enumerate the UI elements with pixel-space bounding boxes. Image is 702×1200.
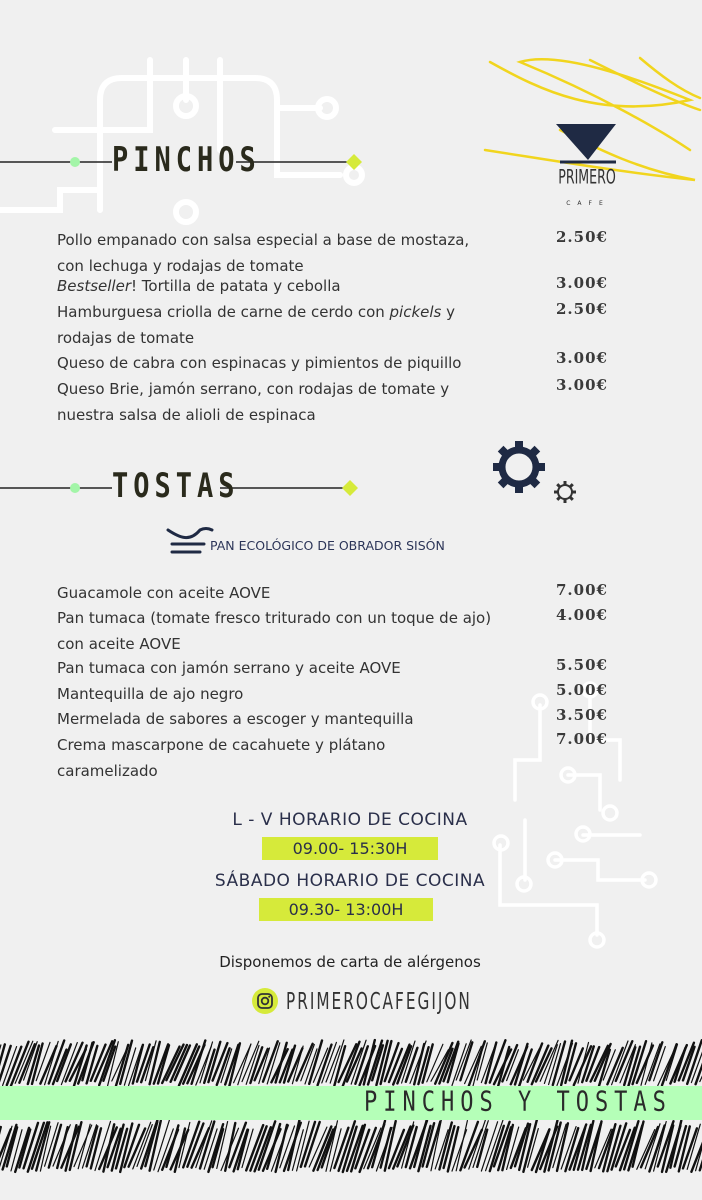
menu-item: [57, 682, 507, 708]
menu-item-price: 3.00€: [556, 349, 608, 367]
brand-name: PRIMERO: [558, 166, 616, 190]
menu-item-line: nuestra salsa de alioli de espinaca: [57, 405, 316, 424]
menu-item: [57, 656, 507, 682]
menu-item-line: Queso Brie, jamón serrano, con rodajas de tomate y: [57, 380, 450, 398]
menu-item: [57, 274, 507, 300]
menu-item-line: Pollo empanado con salsa especial a base de mostaza,: [57, 231, 470, 249]
section-title-pinchos: PINCHOS: [112, 141, 261, 180]
gear-icon: [493, 441, 545, 493]
allergen-note: Disponemos de carta de alérgenos: [219, 953, 481, 971]
menu-item-price: 3.00€: [556, 376, 608, 394]
footer-label: PINCHOS Y TOSTAS: [364, 1086, 672, 1119]
menu-item-line: Crema mascarpone de cacahuete y plátano: [57, 736, 386, 754]
hatch-stroke: [82, 1043, 92, 1081]
menu-item-price: 2.50€: [556, 228, 608, 246]
menu-item-line: rodajas de tomate: [57, 328, 195, 347]
section-title-tostas: TOSTAS: [112, 467, 240, 506]
menu-item: [57, 581, 507, 607]
hatch-stroke: [641, 1127, 658, 1167]
bakery-note: PAN ECOLÓGICO DE OBRADOR SISÓN: [210, 538, 445, 553]
menu-item-price: 4.00€: [556, 606, 608, 624]
saturday-hours-title: SÁBADO HORARIO DE COCINA: [214, 871, 486, 891]
hatch-stroke: [15, 1128, 29, 1172]
menu-item-price: 7.00€: [556, 581, 608, 599]
menu-item-italic: pickels: [389, 303, 442, 321]
bird-icon: [168, 529, 212, 553]
menu-item: [57, 733, 507, 784]
menu-item: [57, 351, 507, 377]
menu-item-line: con lechuga y rodajas de tomate: [57, 256, 304, 275]
menu-item-line: ! Tortilla de patata y cebolla: [131, 277, 341, 295]
menu-item-price: 5.50€: [556, 656, 608, 674]
menu-item-line: Queso de cabra con espinacas y pimientos de piquillo: [57, 354, 462, 372]
hatch-stroke: [19, 1044, 34, 1083]
logo-mark: [556, 124, 616, 162]
menu-item: [57, 707, 507, 733]
hatch-stroke: [490, 1126, 504, 1171]
menu-item-price: 2.50€: [556, 300, 608, 318]
weekday-hours-title: L - V HORARIO DE COCINA: [232, 810, 468, 830]
instagram-icon: [252, 988, 278, 1014]
menu-item-line: Mantequilla de ajo negro: [57, 685, 244, 703]
menu-item-price: 5.00€: [556, 681, 608, 699]
weekday-hours-time: 09.00- 15:30H: [262, 837, 438, 860]
saturday-hours-time: 09.30- 13:00H: [259, 898, 433, 921]
hatch-stroke: [397, 1046, 411, 1083]
menu-item-price: 3.00€: [556, 274, 608, 292]
menu-item-price: 3.50€: [556, 706, 608, 724]
menu-item-line: Mermelada de sabores a escoger y mantequilla: [57, 710, 414, 728]
menu-item-line: Pan tumaca con jamón serrano y aceite AOVE: [57, 659, 401, 677]
brand-subtitle: CAFE: [566, 200, 610, 207]
hatch-stroke: [645, 1044, 660, 1084]
hatch-stroke: [40, 1046, 56, 1084]
menu-item: [57, 606, 507, 657]
menu-item-line: con aceite AOVE: [57, 634, 181, 653]
menu-item: [57, 228, 507, 279]
menu-item-line: Pan tumaca (tomate fresco triturado con un toque de ajo): [57, 609, 492, 627]
menu-item-line: Hamburguesa criolla de carne de cerdo con: [57, 303, 390, 321]
instagram-handle[interactable]: PRIMEROCAFEGIJON: [286, 988, 472, 1016]
menu-item-line: caramelizado: [57, 761, 158, 780]
menu-item-price: 7.00€: [556, 730, 608, 748]
small-gear-icon: [554, 481, 576, 503]
menu-item-line: Guacamole con aceite AOVE: [57, 584, 271, 602]
bestseller-label: Bestseller: [57, 277, 131, 295]
menu-item: [57, 377, 507, 428]
hatch-stroke: [460, 1042, 472, 1080]
menu-item: [57, 300, 507, 351]
menu-item-line: y: [441, 303, 456, 321]
